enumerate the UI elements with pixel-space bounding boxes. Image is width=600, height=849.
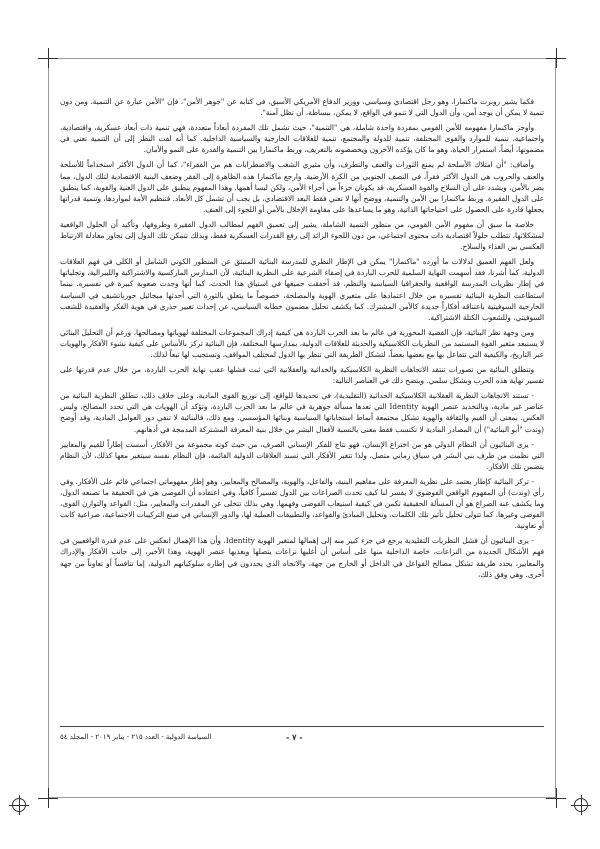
article-body (60, 96, 544, 714)
paragraph: وأوجز ماكنمارا مفهومه للأمن القومي بمفردة واحدة شاملة، هي "التنمية"، حيث تشمل تلك المفردة أبعاداً متعددة، فهي تنمية ذات أبعاد عسكرية، واقتصادية، واجتماعية، تنمية للموارد والقوى المختلفة، تنمية للدولة والمجتمع، تنمية للعلاقات الخارجية والسياسية الداخلية. كما أنه لفت النظر إلى أن التنمية تعني في مضمونها، أيضاً، استمرار الحياة، وهو ما كان يؤكده الآخرون ويخصصونه بالتعريف، وربط ماكنمارا بين التنمية والقدرة على النمو والأمان. (60, 123, 544, 155)
list-item: - يرى البنائيون أن فشل النظريات التقليدية يرجع في جزء كبير منه إلى إهمالها لمتغير الهوية Identity، وأن هذا الإهمال انعكس على عدم قدرة الواقعيين في فهم الأشكال الجديدة من النزاعات، خاصة الداخلية منها على أساس أن أغلبها نزاعات يتصلها ويغذيها عنصر الهوية، وهذا الأخير، إلى جانب الأفكار والإدراك والمعايير، يحدد طريقة تشكل مصالح الفواعل في الداخل أو الخارج من جهة، والاتجاه الذي يحددون في إطاره سلوكياتهم الدولية، إما تنافساً أو تعاوناً من جهة أخرى. وهي وفق ذلك، (60, 536, 544, 579)
paragraph: فكما يشير روبرت ماكنمارا، وهو رجل اقتصادي وسياسي، ووزير الدفاع الأمريكي الأسبق، في كتابه عن "جوهر الأمن"، فإن "الأمن عبارة عن التنمية، ومن دون تنمية لا يمكن أن يوجد أمن، وأن الدول التي لا تنمو في الواقع، لا يمكن، ببساطة، أن تظل آمنة". (60, 97, 544, 118)
list-item: - يرى البنائيون أن النظام الدولي هو من اختراع الإنسان، فهو نتاج للفكر الإنساني الصرف، من حيث كونه مجموعة من الأفكار، أسست إطاراً للقيم والمعايير التي نظمت من طرف بني البشر في سياق زماني متصل، ولذا تتغير الأفكار التي تسند العلاقات الدولية القائمة، فإن النظام نفسه سيتغير معها كذلك، لأن النظام يتضمن تلك الأفكار. (60, 439, 544, 471)
list-item: - تستند الاتجاهات النظرية العقلانية الكلاسيكية الحداثية (التقليدية)، في تحديدها للواقع، إلى توزيع القوى المادية. وعلى خلاف ذلك، تنطلق النظرية البنائية من عناصر غير مادية، وبالتحديد عنصر الهوية Identity التي تعدها مسألة جوهرية في عالم ما بعد الحرب الباردة، وتؤكد أن الهويات هي التي تحدد المصالح، وليس العكس. بمعنى أن القيم والثقافة والهوية تشكل مجتمعة أنماط استجاباتها السياسية وبنائها المؤسسي. ومع ذلك، فالبنائية لا تنفي دور العوامل المادية، وقد أوضح (وندت "أبو البنائية") أن المصادر المادية لا تكتسب فقط معنى بالنسبة لأفعال البشر من خلال بنية المعرفة المشتركة المدمجة في أذهانهم. (60, 391, 544, 434)
list-item: - تركز البنائية كإطار يعتمد على نظرية المعرفة على مفاهيم البنية، والفاعل، والهوية، والمصالح والمعايير، وهو إطار مفهوماتي اجتماعي قائم على الأفكار. وفي رأي (وندت) أن المفهوم الواقعي الفوضوي لا يفسر لنا كيف تحدث الصراعات بين الدول تفسيراً كافياً، وفي اعتقاده أن الفوضى هي في الحقيقة ما تصنعه الدول، وما يكشف عنه الصراع هو أن المسألة الحقيقية تكمن في كيفية استيعاب الفوضى وفهمها. وهي بذلك تتخلى عن المقدرات والمعايير، مثل: القواعد والتوازن القوى، الفوضى وغيرها. كما تتولى تحليل تأثير تلك الكلمات، وتحليل المبادئ والقواعد، والتطبيقات العملية لها، والدور الإنساني في صنع التركيبات الاجتماعية، صراعية كانت أو تعاونية. (60, 476, 544, 531)
footer-publication: السياسة الدولية - العدد ٢١٥ - يناير ٢٠١٩ - المجلد ٥٤ (60, 733, 212, 741)
paragraph: وأضاف: "أن امتلاك الأسلحة لم يمنع الثورات والعنف والتطرف، وأن مثيري الشغب والاضطرابات هم من الفقراء"، كما أن الدول الأكثر استخداماً للأسلحة والعنف والحروب هي الدول الأكثر فقراً، في النصف الجنوبي من الكرة الأرضية. وارجع ماكنمارا هذه الظاهرة إلى الفقر وضعف البنية الاقتصادية لتلك الدول، مما يضر بالأمن، ويشدد على أن السلاح والقوة العسكرية، قد يكونان جزءاً من أجزاء الأمن، ولكن ليسا أهمها. وهذا المفهوم ينطبق على الدول الغنية والقوية، كما ينطبق على الدول الفقيرة. وربط ماكنمارا بين الأمن والتنمية، ووضح أنها لا تعني فقط البعد الاقتصادي، بل يجب أن تشمل كل الأبعاد. فتنظيم الأمة لمواردها، وتنمية قدراتها يجعلها قادرة على الحصول على احتياجاتها الذاتية، وهو ما يساعدها على مقاومة الإخلال بالأمن أو اللجوء إلى العنف. (60, 160, 544, 214)
registration-mark-icon (574, 798, 588, 812)
paragraph: خلاصة ما سبق أن مفهوم الأمن القومي، من منظور التنمية الشاملة، يشير إلى تعميق الفهم لمطالب الدول الفقيرة وظروفها، وتأكيد أن الحلول الواقعية لمشكلاتها، تتطلب حلولاً اقتصادية ذات محتوى اجتماعي، من دون اللجوء الزائد إلى رفع القدرات العسكرية فقط، وبذلك تتمكن تلك الدول إلى تجاوز معادلة الارتباط العكسي بين الغذاء والسلاح. (60, 219, 544, 252)
page-number: - ٧ - (286, 732, 303, 742)
paragraph: ولعل الفهم العميق لدلالات ما أورده "ماكنمارا" يمكن في الإطار النظري للمدرسة البنائية المنبثق عن المنظور الكوني الشامل أو الكلي في فهم العلاقات الدولية، كما أشرنا، فقد أسهمت النهاية السلمية للحرب الباردة في إضفاء الشرعية على النظرية البنائية، لأن المدارس الماركسية والاشتراكية والليبرالية، وتجلياتها في إطار نظريات المدرسة الواقعية والجغرافيا السياسية والنظم، قد أخفقت جميعها في استباق هذا الحدث، كما أنها وجدت صعوبة كبيرة في تفسيره. بينما استطاعت النظرية البنائية تفسيره من خلال اعتمادها على متغيري الهوية والمصلحة، خصوصاً ما يتعلق بالثورة التي أحدثها ميخائيل جورباتشيف في السياسة الخارجية السوفيتية باعتناقه أفكاراً جديدة كالأمن المشترك. كما يكشف تحليل مضمون خطابه السياسي، عن إحداث تغيير جذري في هوية الفكر والعقيدة للشعب السوفيتي، وللشعوب الكتلة الاشتراكية. (60, 257, 544, 322)
paragraph: وتنطلق البنائية من تصورات تنتقد الاتجاهات النظرية الكلاسيكية والحداثية والعقلانية التي ثبت فشلها عقب نهاية الحرب الباردة، من خلال عدم قدرتها على تفسير نهاية هذه الحرب وبشكل سلمي. ويتضح ذلك في العناصر التالية: (60, 365, 544, 386)
paragraph: ومن وجهة نظر البنائية، فإن القضية المحورية في عالم ما بعد الحرب الباردة هي كيفية إدراك المجموعات المختلفة لهوياتها ومصالحها، ورغم أن التحليل البنائي لا يستبعد متغير القوة المستمد من النظريات الكلاسيكية والحديثة للعلاقات الدولية، بمدارسها المختلفة، فإن البنائية تركز بالأساس على كيفية نشوء الأفكار والهويات عبر التاريخ، والكيفية التي تتفاعل بها مع بعضها بعضاً، لتشكل الطريقة التي تنظر بها الدول لمختلف المواقف، وتستجيب لها تبعاً لذلك. (60, 327, 544, 359)
footer-rule (60, 726, 544, 727)
registration-mark-icon (12, 798, 26, 812)
